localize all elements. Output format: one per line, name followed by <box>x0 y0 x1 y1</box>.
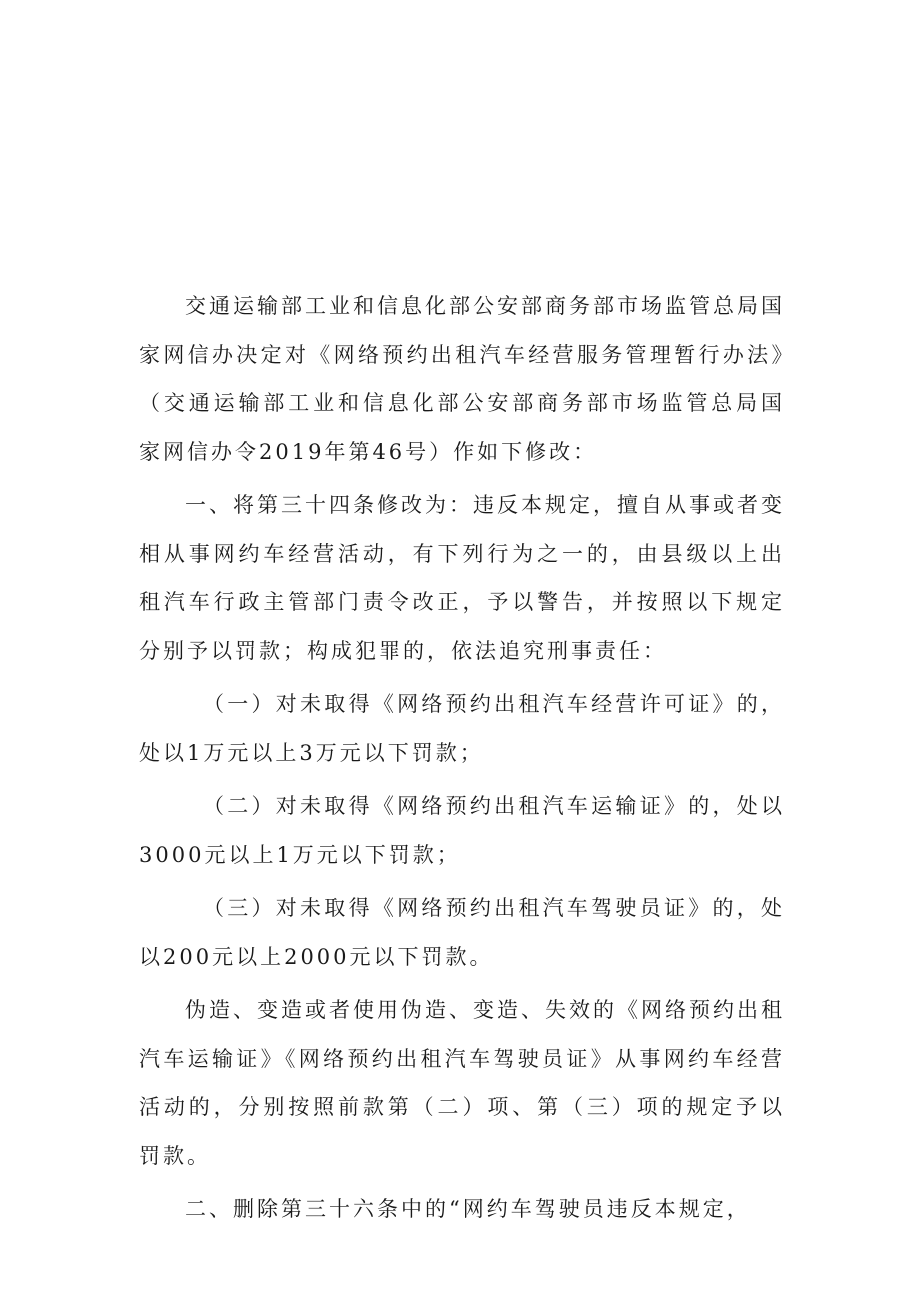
paragraph-forgery: 伪造、变造或者使用伪造、变造、失效的《网络预约出租汽车运输证》《网络预约出租汽车驾驶员证》从事网约车经营活动的，分别按照前款第（二）项、第（三）项的规定予以罚款。 <box>139 998 785 1168</box>
document-body <box>139 282 785 1234</box>
paragraph-amendment-two: 二、删除第三十六条中的“网约车驾驶员违反本规定， <box>185 1197 751 1221</box>
paragraph-intro: 交通运输部工业和信息化部公安部商务部市场监管总局国家网信办决定对《网络预约出租汽车经营服务管理暂行办法》（交通运输部工业和信息化部公安部商务部市场监管总局国家网信办令2019年第46号）作如下修改： <box>139 294 785 464</box>
paragraph-item-three: （三）对未取得《网络预约出租汽车驾驶员证》的，处以200元以上2000元以下罚款。 <box>139 896 785 969</box>
paragraph-item-one: （一）对未取得《网络预约出租汽车经营许可证》的，处以1万元以上3万元以下罚款； <box>139 692 785 765</box>
paragraph-amendment-one: 一、将第三十四条修改为：违反本规定，擅自从事或者变相从事网约车经营活动，有下列行为之一的，由县级以上出租汽车行政主管部门责令改正，予以警告，并按照以下规定分别予以罚款；构成犯罪的，依法追究刑事责任： <box>139 493 785 663</box>
paragraph-item-two: （二）对未取得《网络预约出租汽车运输证》的，处以3000元以上1万元以下罚款； <box>139 794 785 867</box>
